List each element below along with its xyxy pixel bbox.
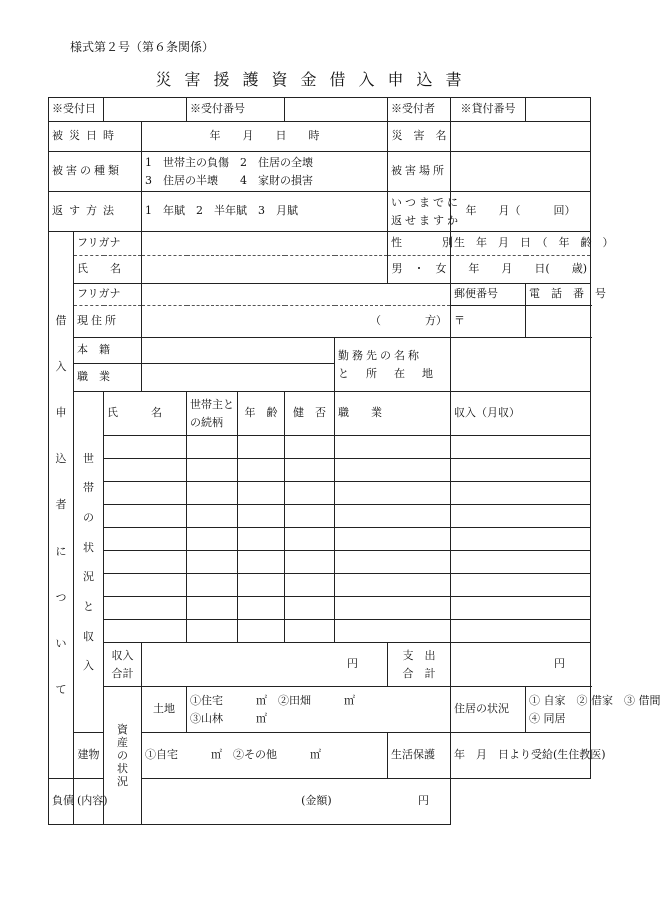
member-name-cell[interactable] xyxy=(104,459,187,482)
household-member-row xyxy=(49,436,591,459)
receiver-label: ※受付者 xyxy=(388,98,451,122)
gender-label: 性 別 xyxy=(388,232,451,256)
damage-option-line-2: 3 住居の半壊 4 家財の損害 xyxy=(145,173,313,187)
household-header-row xyxy=(49,392,591,436)
household-member-row xyxy=(49,482,591,505)
birth-field[interactable]: 年 月 日( 歳) xyxy=(451,256,591,284)
accept-date-field[interactable] xyxy=(104,98,187,122)
member-name-cell[interactable] xyxy=(104,505,187,528)
member-relation-cell[interactable] xyxy=(187,574,238,597)
side-char: 状 xyxy=(117,762,128,776)
income-total-yen: 円 xyxy=(347,657,358,671)
domicile-label: 本 籍 xyxy=(74,338,142,364)
side-char: 込 xyxy=(55,452,67,466)
col-job-header: 職 業 xyxy=(335,392,451,436)
side-char: い xyxy=(55,636,67,650)
member-job-cell[interactable] xyxy=(335,574,451,597)
member-income-cell[interactable] xyxy=(451,551,591,574)
member-health-cell[interactable] xyxy=(285,574,335,597)
loan-number-label: ※貸付番号 xyxy=(451,98,526,122)
housing-line-2: ④ 同居 xyxy=(529,711,566,725)
member-income-cell[interactable] xyxy=(451,505,591,528)
disaster-date-row xyxy=(49,122,591,152)
land-label: 土地 xyxy=(142,687,187,733)
debt-amount-label: (金額) xyxy=(301,794,332,808)
member-income-cell[interactable] xyxy=(451,482,591,505)
side-char: 況 xyxy=(83,570,94,584)
building-field[interactable]: ①自宅 ㎡ ②その他 ㎡ xyxy=(142,733,388,779)
member-age-cell[interactable] xyxy=(238,528,285,551)
repayment-until-line-1: いつまでに xyxy=(391,195,461,209)
debt-row xyxy=(49,779,591,825)
member-relation-cell[interactable] xyxy=(187,597,238,620)
disaster-name-field[interactable] xyxy=(451,122,591,152)
domicile-field[interactable] xyxy=(142,338,335,364)
welfare-label: 生活保護 xyxy=(388,733,451,779)
accept-number-label: ※受付番号 xyxy=(187,98,285,122)
household-member-row xyxy=(49,459,591,482)
furigana-field[interactable] xyxy=(142,232,388,256)
member-health-cell[interactable] xyxy=(285,597,335,620)
member-relation-cell[interactable] xyxy=(187,482,238,505)
damage-type-row xyxy=(49,152,591,192)
workplace-label-line-1: 勤務先の名称 xyxy=(338,348,422,362)
loan-number-field[interactable] xyxy=(526,98,591,122)
land-row xyxy=(49,687,591,733)
expense-total-field[interactable] xyxy=(451,643,591,687)
address-furigana-label: フリガナ xyxy=(74,284,142,306)
member-age-cell[interactable] xyxy=(238,505,285,528)
debt-yen: 円 xyxy=(418,794,429,808)
damage-type-options[interactable] xyxy=(142,152,388,192)
document-title: 災害援護資金借入申込書 xyxy=(155,70,475,89)
side-char: 者 xyxy=(55,498,67,512)
disaster-name-label: 災 害 名 xyxy=(388,122,451,152)
member-health-cell[interactable] xyxy=(285,620,335,643)
side-char: に xyxy=(55,544,67,558)
side-char: の xyxy=(83,510,94,524)
workplace-label xyxy=(335,338,451,392)
member-health-cell[interactable] xyxy=(285,459,335,482)
form-number: 様式第２号（第６条関係） xyxy=(70,40,215,54)
member-income-cell[interactable] xyxy=(451,597,591,620)
member-job-cell[interactable] xyxy=(335,436,451,459)
member-relation-cell[interactable] xyxy=(187,459,238,482)
side-char: 借 xyxy=(55,313,67,327)
member-name-cell[interactable] xyxy=(104,620,187,643)
member-job-cell[interactable] xyxy=(335,482,451,505)
reception-row xyxy=(49,98,591,122)
col-age-header: 年 齢 xyxy=(238,392,285,436)
member-age-cell[interactable] xyxy=(238,459,285,482)
member-health-cell[interactable] xyxy=(285,436,335,459)
col-relation-line-1: 世帯主と xyxy=(190,397,234,411)
accept-date-label: ※受付日 xyxy=(49,98,104,122)
household-member-row xyxy=(49,574,591,597)
gender-field[interactable]: 男 ・ 女 xyxy=(388,256,451,284)
name-row xyxy=(49,256,591,284)
postal-code-label: 郵便番号 xyxy=(451,284,526,306)
member-name-cell[interactable] xyxy=(104,597,187,620)
furigana-label: フリガナ xyxy=(74,232,142,256)
income-total-line-2: 合計 xyxy=(111,666,134,680)
member-job-cell[interactable] xyxy=(335,597,451,620)
member-job-cell[interactable] xyxy=(335,620,451,643)
member-age-cell[interactable] xyxy=(238,482,285,505)
member-relation-cell[interactable] xyxy=(187,551,238,574)
member-name-cell[interactable] xyxy=(104,528,187,551)
member-age-cell[interactable] xyxy=(238,436,285,459)
building-label: 建物 xyxy=(74,733,104,779)
household-side-label xyxy=(74,392,104,733)
damage-option-line-1: 1 世帯主の負傷 2 住居の全壊 xyxy=(145,155,313,169)
member-age-cell[interactable] xyxy=(238,551,285,574)
housing-status-field[interactable] xyxy=(526,687,661,733)
member-health-cell[interactable] xyxy=(285,482,335,505)
housing-line-1: ① 自家 ② 借家 ③ 借間 xyxy=(529,693,661,707)
member-name-cell[interactable] xyxy=(104,551,187,574)
member-job-cell[interactable] xyxy=(335,528,451,551)
member-age-cell[interactable] xyxy=(238,574,285,597)
member-name-cell[interactable] xyxy=(104,574,187,597)
debt-field[interactable] xyxy=(74,779,451,825)
domicile-row xyxy=(49,338,591,364)
member-job-cell[interactable] xyxy=(335,551,451,574)
side-char: 資 xyxy=(117,722,128,736)
occupation-label: 職 業 xyxy=(74,364,142,392)
member-health-cell[interactable] xyxy=(285,505,335,528)
col-name-header: 氏 名 xyxy=(104,392,187,436)
side-char: 収 xyxy=(83,629,94,643)
member-relation-cell[interactable] xyxy=(187,505,238,528)
income-total-field[interactable] xyxy=(142,643,388,687)
postal-code-field[interactable]: 〒 xyxy=(451,306,526,338)
birth-label: 生 年 月 日 （ 年 齢 ） xyxy=(451,232,591,256)
member-income-cell[interactable] xyxy=(451,459,591,482)
totals-row xyxy=(49,643,591,687)
col-relation-header xyxy=(187,392,238,436)
household-member-row xyxy=(49,620,591,643)
household-member-row xyxy=(49,505,591,528)
address-label: 現住所 xyxy=(74,306,142,338)
repayment-method-options[interactable]: 1 年賦 2 半年賦 3 月賦 xyxy=(142,192,388,232)
member-income-cell[interactable] xyxy=(451,574,591,597)
side-char: 状 xyxy=(83,540,94,554)
household-member-row xyxy=(49,597,591,620)
repayment-until-field[interactable]: 年 月（ 回） xyxy=(451,192,591,232)
damage-place-label: 被害場所 xyxy=(388,152,451,192)
application-form-table xyxy=(48,97,661,825)
side-char: と xyxy=(83,599,94,613)
debt-content-label: (内容) xyxy=(77,794,108,808)
member-relation-cell[interactable] xyxy=(187,436,238,459)
expense-total-label xyxy=(388,643,451,687)
income-total-label xyxy=(104,643,142,687)
member-job-cell[interactable] xyxy=(335,505,451,528)
accept-number-field[interactable] xyxy=(285,98,388,122)
address-furigana-field[interactable] xyxy=(142,284,451,306)
name-label: 氏 名 xyxy=(74,256,142,284)
side-char: 況 xyxy=(117,775,128,789)
side-char: 帯 xyxy=(83,481,94,495)
household-member-row xyxy=(49,528,591,551)
member-name-cell[interactable] xyxy=(104,482,187,505)
repayment-until-line-2: 返せますか xyxy=(391,213,461,227)
land-line-2: ③山林 ㎡ xyxy=(190,711,267,725)
damage-place-field[interactable] xyxy=(451,152,591,192)
name-field[interactable] xyxy=(142,256,388,284)
disaster-date-label: 被災日時 xyxy=(49,122,142,152)
member-income-cell[interactable] xyxy=(451,620,591,643)
household-member-row xyxy=(49,551,591,574)
phone-field[interactable] xyxy=(526,306,591,338)
col-relation-line-2: の続柄 xyxy=(190,415,223,429)
member-health-cell[interactable] xyxy=(285,528,335,551)
workplace-label-line-2: と 所 在 地 xyxy=(338,366,436,380)
side-char: 入 xyxy=(55,359,67,373)
workplace-field[interactable] xyxy=(451,338,591,392)
housing-status-label: 住居の状況 xyxy=(451,687,526,733)
member-relation-cell[interactable] xyxy=(187,620,238,643)
member-income-cell[interactable] xyxy=(451,436,591,459)
disaster-date-field[interactable]: 年 月 日 時 xyxy=(142,122,388,152)
side-char: 産 xyxy=(117,735,128,749)
applicant-side-label xyxy=(49,232,74,779)
repayment-method-label: 返す方法 xyxy=(49,192,142,232)
side-char: 入 xyxy=(83,659,94,673)
side-char: の xyxy=(117,748,128,762)
debt-label: 負債 xyxy=(49,779,74,825)
damage-type-label: 被害の種類 xyxy=(49,152,142,192)
repayment-until-label xyxy=(388,192,461,232)
expense-total-line-2: 合 計 xyxy=(402,666,436,680)
member-age-cell[interactable] xyxy=(238,597,285,620)
land-field[interactable] xyxy=(187,687,451,733)
address-furigana-row xyxy=(49,284,591,306)
address-field[interactable]: （ 方） xyxy=(142,306,451,338)
land-line-1: ①住宅 ㎡ ②田畑 ㎡ xyxy=(190,693,355,707)
side-char: 申 xyxy=(55,406,67,420)
member-relation-cell[interactable] xyxy=(187,528,238,551)
member-job-cell[interactable] xyxy=(335,459,451,482)
phone-label: 電 話 番 号 xyxy=(526,284,591,306)
repayment-row xyxy=(49,192,591,232)
side-char: 世 xyxy=(83,451,94,465)
expense-total-line-1: 支 出 xyxy=(402,648,436,662)
col-income-header: 収入（月収） xyxy=(451,392,591,436)
income-total-line-1: 収入 xyxy=(111,648,134,662)
member-health-cell[interactable] xyxy=(285,551,335,574)
welfare-field[interactable]: 年 月 日より受給(生住教医) xyxy=(451,733,591,779)
occupation-field[interactable] xyxy=(142,364,335,392)
member-income-cell[interactable] xyxy=(451,528,591,551)
member-age-cell[interactable] xyxy=(238,620,285,643)
address-row xyxy=(49,306,591,338)
expense-total-yen: 円 xyxy=(554,657,565,671)
furigana-row xyxy=(49,232,591,256)
member-name-cell[interactable] xyxy=(104,436,187,459)
col-health-header: 健 否 xyxy=(285,392,335,436)
side-char: つ xyxy=(55,590,67,604)
side-char: て xyxy=(55,683,67,697)
